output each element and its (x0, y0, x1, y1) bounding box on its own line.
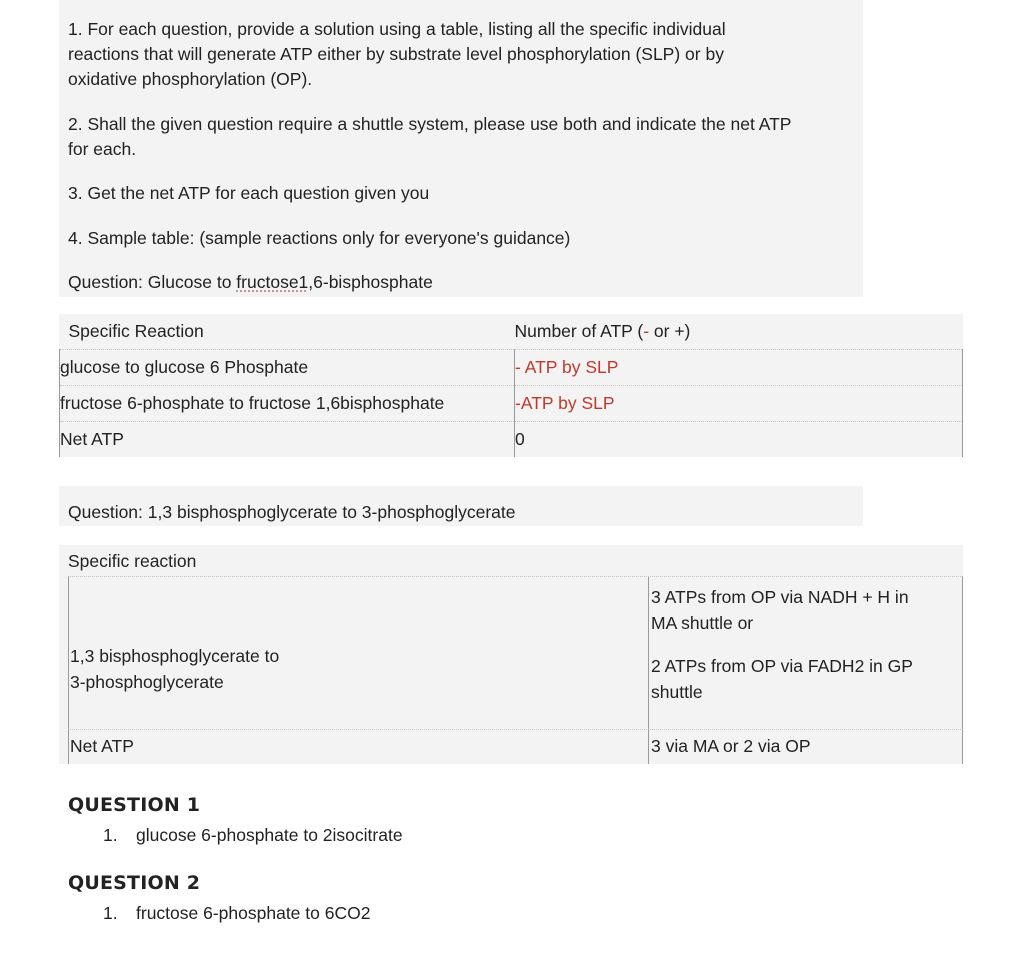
header-atp-prefix: Number of ATP ( (514, 321, 644, 341)
atp-cell: -ATP by SLP (515, 386, 963, 422)
instruction-1-line-2: reactions that will generate ATP either by substrate level phosphorylation (SLP) or by (68, 44, 724, 64)
column-divider (648, 730, 649, 764)
table-row (60, 386, 963, 422)
question-b-heading: Question: 1,3 bisphosphoglycerate to 3-phosphoglycerate (68, 502, 516, 522)
sample-question-suffix: ,6-bisphosphate (308, 272, 433, 292)
sample-table-2 (59, 545, 963, 764)
instruction-4: 4. Sample table: (sample reactions only for everyone's guidance) (68, 228, 571, 248)
atp-cell: - ATP by SLP (515, 350, 963, 386)
column-divider (648, 577, 649, 730)
table-row (68, 576, 963, 730)
instruction-2-line-1: 2. Shall the given question require a shuttle system, please use both and indicate the net ATP (68, 114, 792, 134)
reaction-cell: glucose to glucose 6 Phosphate (60, 350, 515, 386)
reaction-cell-line-2: 3-phosphoglycerate (70, 672, 224, 692)
reaction-cell: fructose 6-phosphate to fructose 1,6bisphosphate (60, 386, 515, 422)
question-2-title: QUESTION 2 (68, 872, 201, 894)
instruction-1-line-3: oxidative phosphorylation (OP). (68, 69, 313, 89)
list-number: 1. (103, 825, 118, 845)
header-specific-reaction: Specific Reaction (60, 314, 515, 350)
net-atp-label: Net ATP (70, 736, 134, 756)
sample-question-prefix: Question: Glucose to (68, 272, 237, 292)
header-atp-minus: - (643, 321, 650, 341)
instruction-3: 3. Get the net ATP for each question given you (68, 183, 430, 203)
question-2-item (103, 903, 370, 924)
net-atp-value: 3 via MA or 2 via OP (651, 736, 811, 756)
question-1-text: glucose 6-phosphate to 2isocitrate (136, 825, 403, 845)
table-header-row (60, 314, 963, 350)
list-number: 1. (103, 903, 118, 923)
header-specific-reaction-2: Specific reaction (68, 551, 197, 571)
table-row (68, 729, 963, 764)
question-1-item (103, 825, 403, 846)
instruction-2-line-2: for each. (68, 139, 137, 159)
atp-cell: 0 (515, 422, 963, 458)
sample-table-1 (59, 314, 963, 457)
header-atp-suffix: or +) (649, 321, 691, 341)
table-row (60, 350, 963, 386)
atp-cell-b-line-1: 2 ATPs from OP via FADH2 in GP (651, 656, 913, 676)
atp-cell-a-line-2: MA shuttle or (651, 613, 754, 633)
instruction-1-line-1: 1. For each question, provide a solution using a table, listing all the specific individual (68, 19, 726, 39)
question-1-title: QUESTION 1 (68, 794, 201, 816)
sample-question-heading (68, 270, 433, 295)
header-number-of-atp (515, 314, 963, 350)
atp-cell-a-line-1: 3 ATPs from OP via NADH + H in (651, 587, 909, 607)
sample-question-underlined: fructose1 (236, 272, 309, 292)
question-b-block (59, 486, 863, 526)
question-2-text: fructose 6-phosphate to 6CO2 (136, 903, 371, 923)
table-row (60, 422, 963, 458)
reaction-cell-line-1: 1,3 bisphosphoglycerate to (70, 646, 280, 666)
reaction-cell: Net ATP (60, 422, 515, 458)
atp-cell-b-line-2: shuttle (651, 682, 703, 702)
instructions-block (59, 0, 863, 297)
